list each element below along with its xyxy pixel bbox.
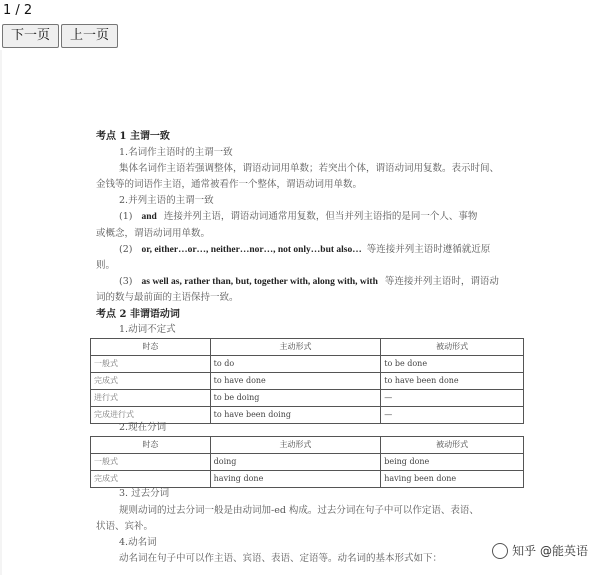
table-cell: being done	[381, 454, 524, 471]
table-header-row	[91, 339, 524, 356]
table-cell: to be done	[381, 356, 524, 373]
heading-number: 1	[119, 131, 127, 142]
subheading: 3. 过去分词	[119, 488, 170, 499]
subheading: 4.动名词	[119, 537, 157, 548]
table-header-cell: 时态	[91, 437, 211, 454]
table-cell: —	[381, 390, 524, 407]
table-row	[91, 471, 524, 488]
subheading: 2.并列主语的主谓一致	[119, 195, 214, 206]
table-cell: to have been done	[381, 373, 524, 390]
rule-number: (1)	[119, 211, 133, 222]
rule-text: 等连接并列主语时遵循就近原	[366, 244, 491, 255]
table-cell: 一般式	[91, 356, 211, 373]
heading-title: 主谓一致	[129, 131, 170, 142]
table-cell: —	[381, 407, 524, 424]
subheading: 1.动词不定式	[119, 324, 176, 335]
paragraph-line: 规则动词的过去分词一般是由动词加-ed 构成。过去分词在句子中可以作定语、表语、	[119, 505, 479, 516]
table-header-cell: 被动形式	[381, 339, 524, 356]
table-row	[91, 454, 524, 471]
heading-number: 2	[119, 309, 127, 320]
heading-prefix: 考点	[96, 309, 116, 320]
table-header-row	[91, 437, 524, 454]
infinitive-table	[90, 338, 524, 424]
table-cell: 完成进行式	[91, 407, 211, 424]
table-cell: having been done	[381, 471, 524, 488]
table-cell: doing	[210, 454, 381, 471]
table-cell: 完成式	[91, 471, 211, 488]
prev-page-button[interactable]: 上一页	[61, 24, 118, 48]
heading-prefix: 考点	[96, 131, 116, 142]
subheading: 2.现在分词	[119, 422, 167, 433]
table-cell: to have been doing	[210, 407, 381, 424]
rule-number: (3)	[119, 276, 133, 287]
table-cell: to do	[210, 356, 381, 373]
section-heading-1	[96, 129, 170, 145]
table-header-cell: 主动形式	[210, 339, 381, 356]
table-cell: to be doing	[210, 390, 381, 407]
rule-item	[119, 209, 477, 225]
present-participle-table	[90, 436, 524, 488]
rule-item	[119, 274, 499, 290]
paragraph-line: 状语、宾补。	[96, 521, 154, 532]
paragraph-line: 或概念，谓语动词用单数。	[96, 228, 211, 239]
subheading: 1.名词作主语时的主谓一致	[119, 147, 233, 158]
paragraph-line: 动名词在句子中可以作主语、宾语、表语、定语等。动名词的基本形式如下：	[119, 553, 443, 564]
rule-text: 等连接并列主语时，谓语动	[384, 276, 499, 287]
rule-number: (2)	[119, 244, 133, 255]
watermark-text: 知乎 @能英语	[512, 544, 588, 558]
table-cell: 完成式	[91, 373, 211, 390]
table-row	[91, 356, 524, 373]
paragraph-line: 集体名词作主语若强调整体，谓语动词用单数；若突出个体，谓语动词用复数。表示时间、	[119, 163, 500, 174]
table-cell: having done	[210, 471, 381, 488]
rule-keyword: and	[141, 212, 157, 222]
section-heading-2	[96, 307, 180, 323]
rule-text: 连接并列主语，谓语动词通常用复数，但当并列主语指的是同一个人、事物	[163, 211, 478, 222]
watermark	[492, 543, 588, 559]
table-cell: to have done	[210, 373, 381, 390]
rule-item	[119, 242, 490, 258]
table-cell: 进行式	[91, 390, 211, 407]
rule-keyword: or, either…or…, neither…nor…, not only…but also…	[141, 245, 362, 255]
table-row	[91, 390, 524, 407]
document-page	[2, 50, 600, 575]
zhihu-logo-icon	[492, 543, 508, 559]
paragraph-line: 则。	[96, 260, 116, 271]
table-header-cell: 时态	[91, 339, 211, 356]
next-page-button[interactable]: 下一页	[2, 24, 59, 48]
table-header-cell: 主动形式	[210, 437, 381, 454]
paragraph-line: 词的数与最前面的主语保持一致。	[96, 292, 239, 303]
page-indicator: 1 / 2	[3, 3, 33, 18]
table-row	[91, 373, 524, 390]
paragraph-line: 金钱等的词语作主语，通常被看作一个整体，谓语动词用单数。	[96, 179, 363, 190]
rule-keyword: as well as, rather than, but, together with, along with, with	[141, 277, 378, 287]
table-header-cell: 被动形式	[381, 437, 524, 454]
document-viewer[interactable]	[0, 50, 600, 575]
heading-title: 非谓语动词	[129, 309, 180, 320]
table-cell: 一般式	[91, 454, 211, 471]
